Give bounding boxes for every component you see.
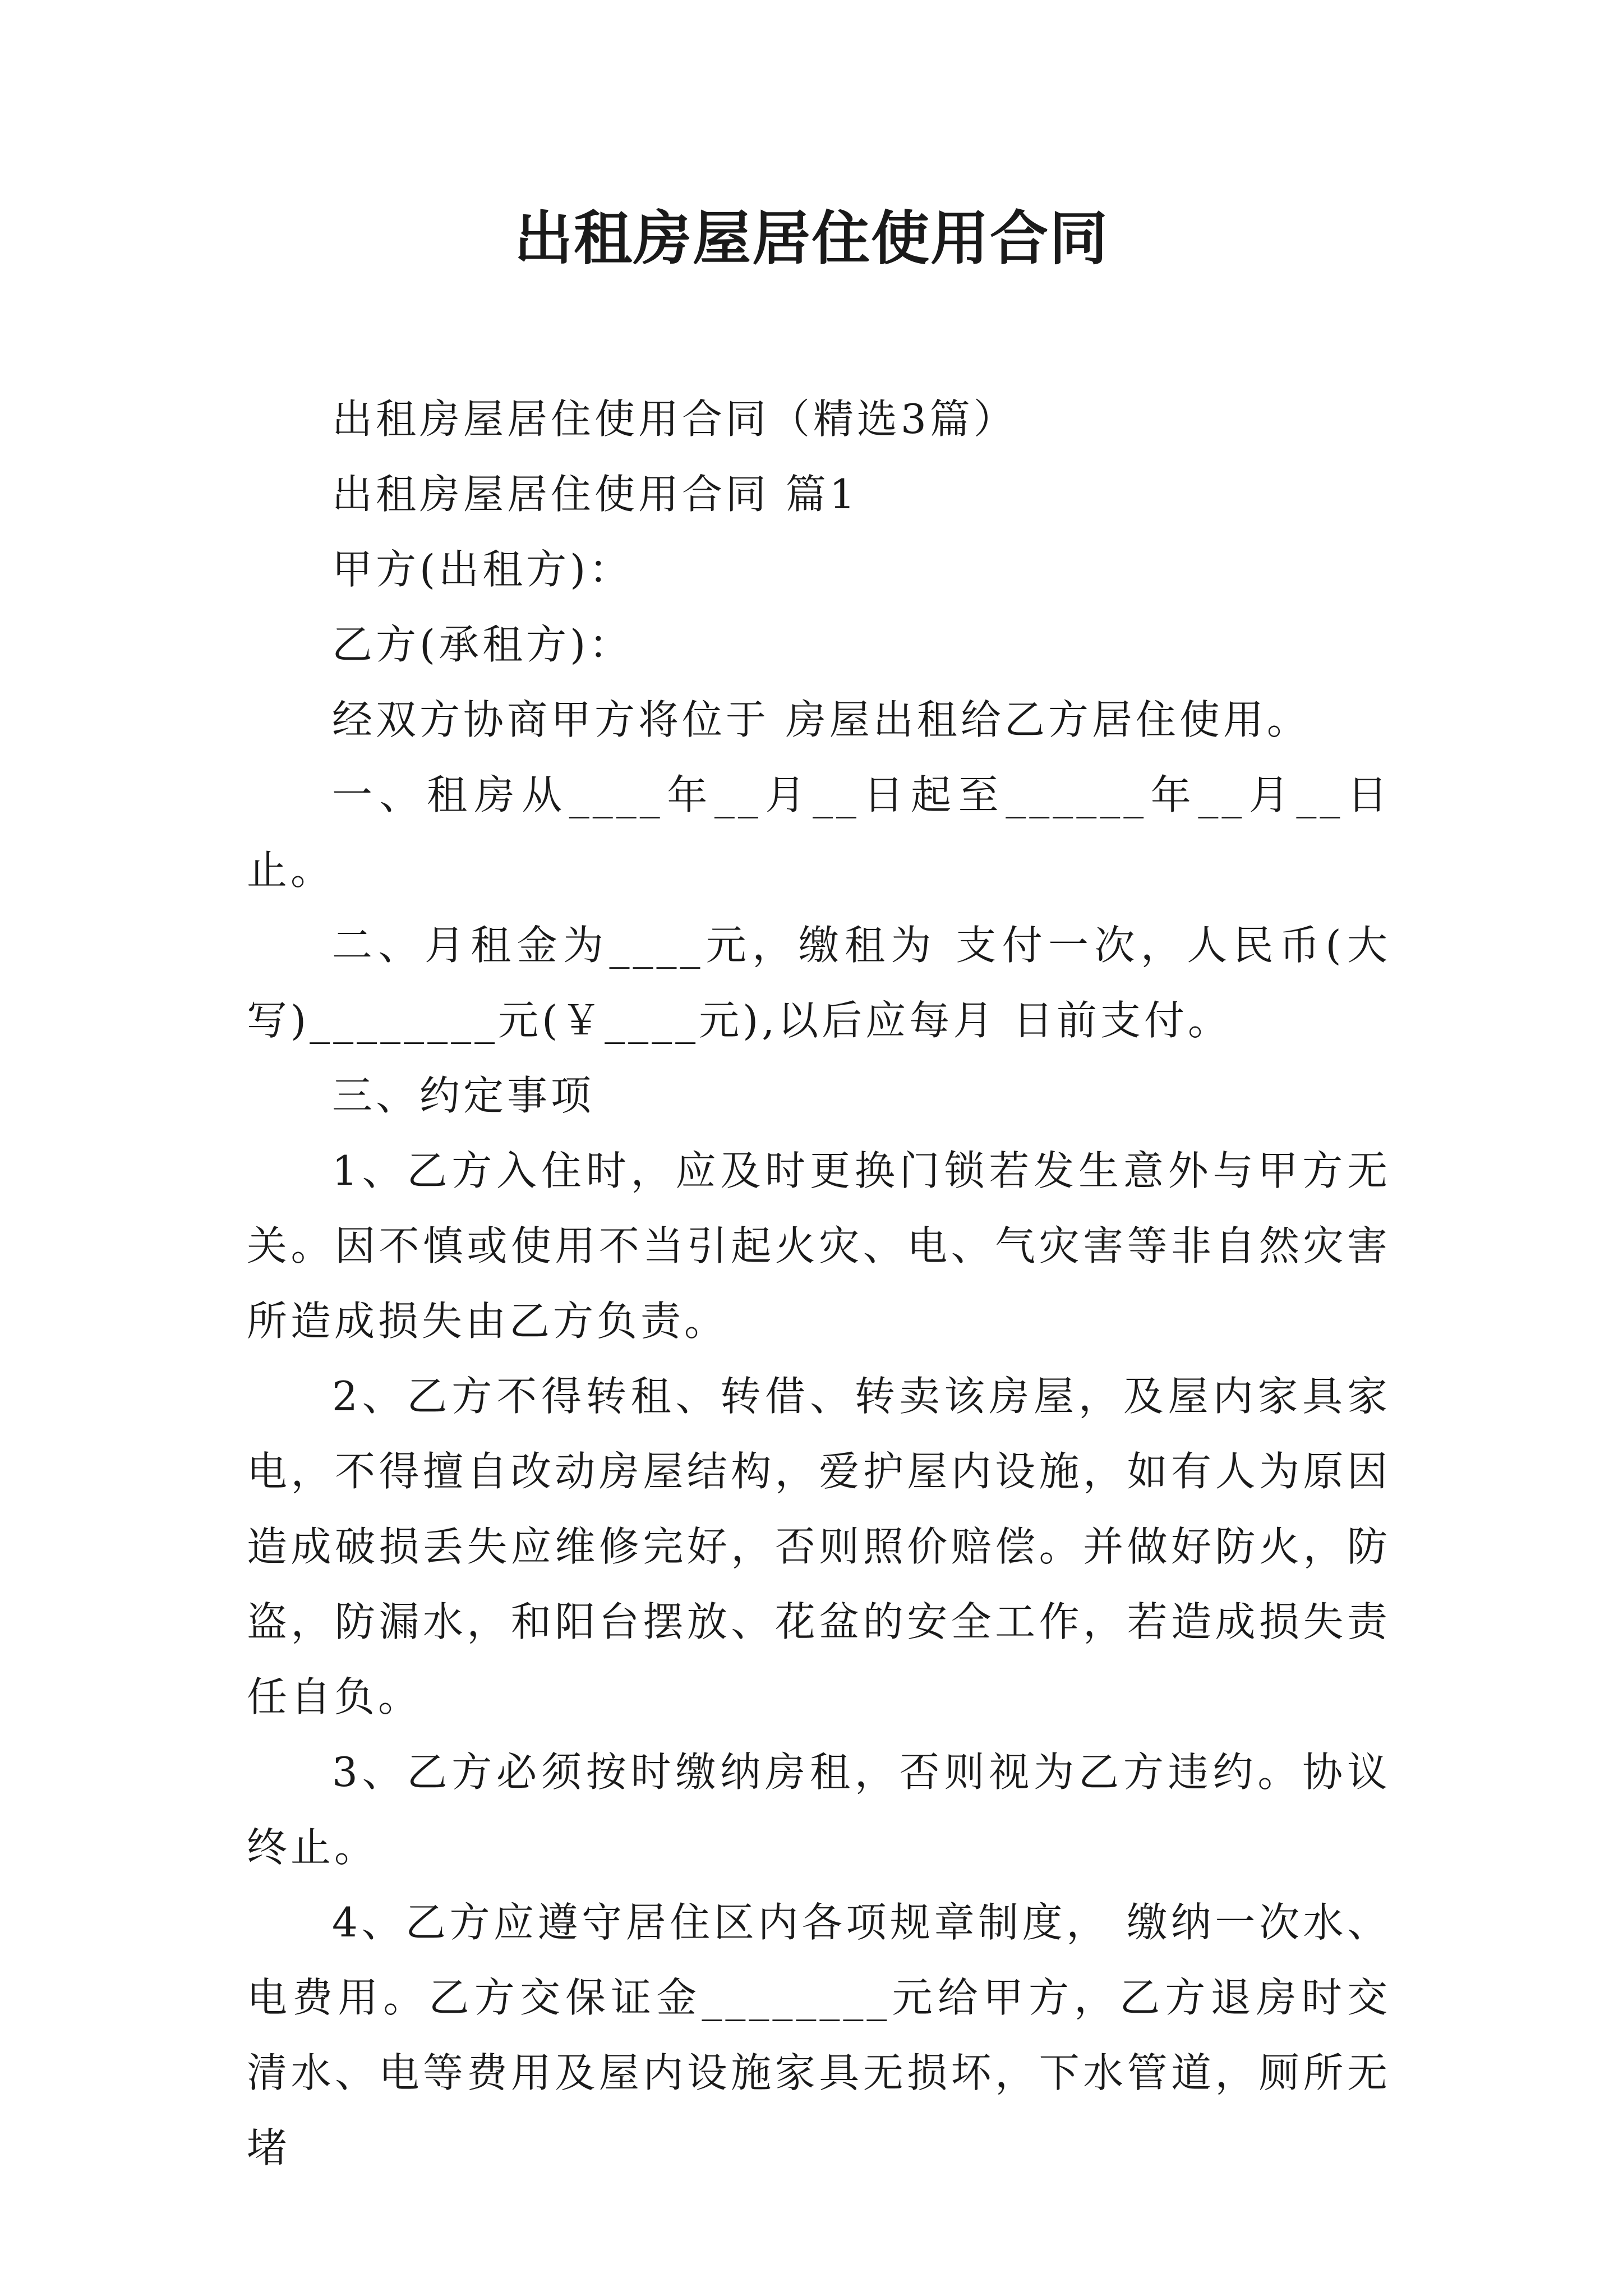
paragraph-party-b: 乙方(承租方)： (332, 621, 633, 668)
paragraph-subtitle: 出租房屋居住使用合同（精选3篇） (332, 395, 1017, 443)
paragraph-term: 一、租房从____年__月__日起至______年__月__日止。 (247, 771, 1391, 894)
paragraph-rent: 二、月租金为____元，缴租为 支付一次，人民币(大写)________元(￥____元),以后应每月 日前支付。 (247, 922, 1391, 1044)
paragraph-clause-3: 3、乙方必须按时缴纳房租，否则视为乙方违约。协议终止。 (247, 1749, 1391, 1871)
paragraph-terms-heading: 三、约定事项 (332, 1072, 595, 1119)
paragraph-clause-2: 2、乙方不得转租、转借、转卖该房屋，及屋内家具家电，不得擅自改动房屋结构，爱护屋内设施，如有人为原因造成破损丢失应维修完好，否则照价赔偿。并做好防火，防盗，防漏水，和阳台摆放、花盆的安全工作，若造成损失责任自负。 (247, 1373, 1391, 1720)
paragraph-agreement: 经双方协商甲方将位于 房屋出租给乙方居住使用。 (332, 696, 1311, 743)
paragraph-section-heading: 出租房屋居住使用合同 篇1 (332, 471, 859, 518)
document-title: 出租房屋居住使用合同 (514, 204, 1109, 273)
document-body (247, 381, 1391, 2185)
paragraph-party-a: 甲方(出租方)： (332, 546, 633, 593)
paragraph-clause-1: 1、乙方入住时，应及时更换门锁若发生意外与甲方无关。因不慎或使用不当引起火灾、电、气灾害等非自然灾害所造成损失由乙方负责。 (247, 1147, 1391, 1345)
paragraph-clause-4: 4、乙方应遵守居住区内各项规章制度， 缴纳一次水、电费用。乙方交保证金________元给甲方，乙方退房时交清水、电等费用及屋内设施家具无损坏，下水管道，厕所无堵 (247, 1899, 1391, 2171)
